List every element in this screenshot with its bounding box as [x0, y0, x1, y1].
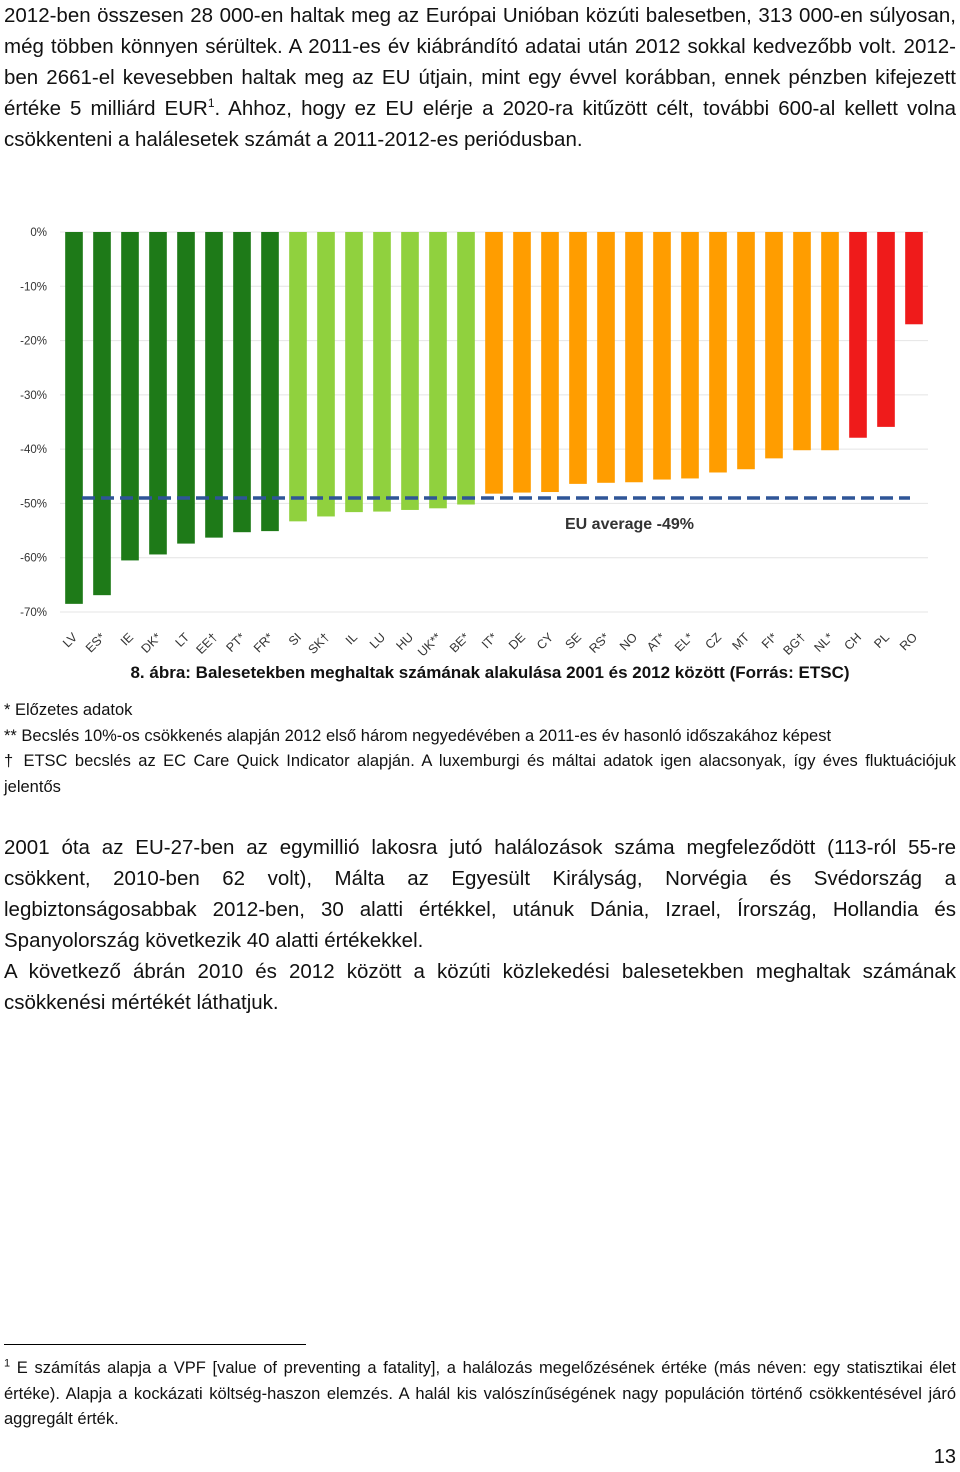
intro-paragraph: [4, 0, 956, 155]
y-tick-label: -10%: [20, 281, 47, 294]
y-tick-label: -40%: [20, 444, 47, 457]
bar: [485, 232, 503, 494]
y-tick-label: -20%: [20, 335, 47, 348]
x-tick-label: EE†: [193, 630, 221, 657]
bar: [457, 232, 475, 505]
intro-text-2: . Ahhoz, hogy ez EU elérje a 2020-ra kitűzött célt, további 600-al kellett volna csökkenteni a halálesetek számát a 2011-2012-es periódusban.: [4, 97, 956, 151]
bar: [373, 232, 391, 512]
note-preliminary: * Előzetes adatok: [4, 701, 133, 719]
bar: [233, 232, 251, 532]
bar: [345, 232, 363, 512]
bar: [821, 232, 839, 450]
bar: [709, 232, 727, 472]
y-tick-label: -30%: [20, 389, 47, 402]
bar: [513, 232, 531, 493]
intro-text-1: 2012-ben összesen 28 000-en haltak meg az Európai Unióban közúti balesetben, 313 000-en súlyosan, még többen könnyen sérültek. A 2011-es év kiábrándító adatai után 2012 sokkal kedvezőbb volt. 2012-ben 2661-el kevesebben haltak meg az EU útjain, mint egy évvel korábban, ennek pénzben kifejezett értéke 5 milliárd EUR: [4, 4, 956, 120]
bar: [653, 232, 671, 480]
bar: [261, 232, 279, 531]
bar: [289, 232, 307, 521]
y-axis-ticks: [20, 227, 47, 619]
bar: [597, 232, 615, 483]
bar: [205, 232, 223, 538]
bar: [149, 232, 167, 554]
footnote: [4, 1356, 956, 1433]
x-axis-labels: [60, 630, 920, 660]
x-tick-label: FI*: [758, 630, 781, 652]
bar: [765, 232, 783, 458]
x-tick-label: IL: [342, 630, 361, 648]
x-tick-label: BE*: [446, 630, 473, 656]
bar: [849, 232, 867, 438]
x-tick-label: CH: [841, 630, 865, 653]
bar: [65, 232, 83, 604]
x-tick-label: UK**: [415, 630, 445, 660]
x-tick-label: LT: [172, 630, 193, 650]
note-estimate: ** Becslés 10%-os csökkenés alapján 2012 első három negyedévében a 2011-es év hasonló időszakához képest: [4, 726, 832, 745]
x-tick-label: SI: [285, 630, 305, 649]
x-tick-label: BG†: [780, 630, 809, 658]
figure-caption: 8. ábra: Balesetekben meghaltak számának alakulása 2001 és 2012 között (Forrás: ETSC): [130, 663, 850, 682]
x-tick-label: RS*: [586, 630, 613, 656]
x-tick-label: CY: [533, 630, 557, 653]
bar: [793, 232, 811, 450]
x-tick-label: SE: [562, 630, 585, 652]
x-tick-label: PT*: [223, 630, 249, 655]
footnote-number: 1: [4, 1357, 11, 1370]
chart-bars: [65, 232, 923, 604]
bar: [569, 232, 587, 484]
bar: [681, 232, 699, 478]
body-text: [4, 832, 956, 1018]
footnote-text: E számítás alapja a VPF [value of preventing a fatality], a halálozás megelőzésének értéke (más néven: egy statisztikai élet értéke). Alapja a kockázati költség-haszon elemzés. A halál kis valószínűségének nagy populáción történő csökkentésével járó aggregált érték.: [4, 1359, 956, 1428]
x-tick-label: DK*: [138, 630, 165, 656]
bar: [121, 232, 139, 560]
x-tick-label: FR*: [250, 630, 277, 656]
x-tick-label: IT*: [478, 630, 501, 652]
bar: [905, 232, 923, 324]
y-tick-label: -70%: [20, 607, 47, 619]
footnote-separator: [4, 1344, 306, 1345]
x-tick-label: RO: [896, 630, 921, 654]
x-tick-label: EL*: [671, 630, 697, 655]
x-tick-label: DE: [505, 630, 529, 653]
body-paragraph-2: A következő ábrán 2010 és 2012 között a közúti közlekedési balesetekben meghaltak számának csökkenési mértékét láthatjuk.: [4, 960, 956, 1014]
eu-average-label: EU average -49%: [565, 516, 694, 533]
x-tick-label: HU: [393, 630, 417, 653]
note-etsc: † ETSC becslés az EC Care Quick Indicator alapján. A luxemburgi és máltai adatok igen alacsonyak, így éves fluktuációjuk jelentős: [4, 752, 956, 796]
body-paragraph-1: 2001 óta az EU-27-ben az egymillió lakosra jutó halálozások száma megfeleződött (113-ról 55-re csökkent, 2010-ben 62 volt), Málta az Egyesült Királyság, Norvégia és Svédország a legbiztonságosabbak 2012-ben, 30 alatti értékkel, utánuk Dánia, Izrael, Írország, Hollandia és Spanyolország következik 40 alatti értékekkel.: [4, 836, 956, 952]
x-tick-label: PL: [871, 630, 893, 651]
bar: [877, 232, 895, 427]
bar: [737, 232, 755, 469]
x-tick-label: NL*: [811, 630, 837, 655]
page-number: 13: [933, 1446, 956, 1468]
y-tick-label: 0%: [30, 227, 47, 239]
x-tick-label: SK†: [305, 630, 333, 657]
y-tick-label: -60%: [20, 552, 47, 565]
fatality-change-bar-chart: [0, 210, 960, 660]
x-tick-label: IE: [117, 630, 137, 649]
x-tick-label: LV: [60, 630, 81, 651]
bar: [401, 232, 419, 510]
x-tick-label: MT: [729, 630, 753, 653]
bar: [541, 232, 559, 492]
y-tick-label: -50%: [20, 498, 47, 511]
x-tick-label: LU: [366, 630, 389, 652]
footnote-reference[interactable]: 1: [207, 96, 215, 111]
bar: [625, 232, 643, 482]
x-tick-label: NO: [616, 630, 641, 654]
x-tick-label: ES*: [82, 630, 109, 656]
x-tick-label: AT*: [644, 630, 669, 655]
figure-notes: [4, 698, 956, 800]
x-tick-label: CZ: [702, 630, 725, 652]
bar: [317, 232, 335, 516]
bar: [429, 232, 447, 508]
bar: [93, 232, 111, 595]
